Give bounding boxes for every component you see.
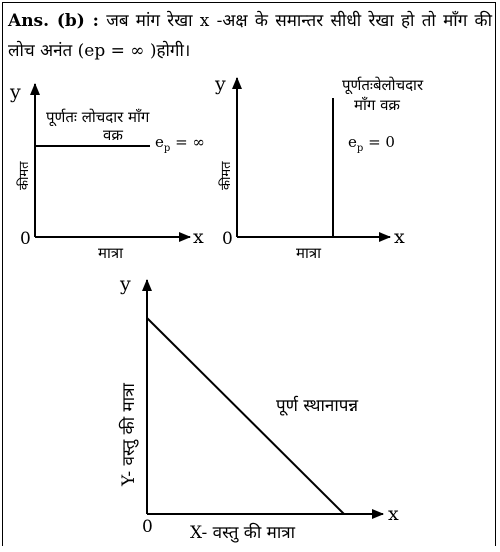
y-axis-title: Y- वस्तु की मात्रा: [119, 383, 139, 486]
y-axis-letter: y: [215, 73, 226, 95]
diagram-perfectly-inelastic: [214, 73, 424, 262]
curve-title-line2: वक्र: [103, 126, 123, 144]
answer-prefix: Ans. (b) :: [8, 11, 99, 31]
curve-title-line2: माँग वक्र: [354, 96, 400, 114]
diagram-perfect-substitutes: [118, 273, 399, 543]
x-axis-title: मात्रा: [98, 244, 124, 262]
x-axis-letter: x: [394, 226, 405, 248]
cropped-edge: [0, 546, 500, 552]
elasticity-label: $e_p$ = ∞: [155, 133, 205, 154]
y-axis-letter: y: [120, 273, 131, 295]
origin-label: 0: [20, 229, 31, 249]
x-axis-letter: x: [193, 226, 204, 248]
curve-title-line1: पूर्णतः लोचदार माँग: [46, 108, 150, 126]
x-axis-letter: x: [388, 503, 399, 525]
y-axis-title: कीमत: [219, 161, 234, 190]
curve-title-line1: पूर्णतःबेलोचदार: [342, 76, 424, 94]
y-axis-title: कीमत: [17, 161, 32, 190]
x-axis-title: मात्रा: [296, 244, 322, 262]
diagram-perfectly-elastic: [9, 81, 205, 262]
x-axis-title: X- वस्तु की मात्रा: [190, 523, 296, 543]
origin-label: 0: [222, 229, 233, 249]
origin-label: 0: [142, 517, 153, 537]
substitutes-line: [147, 318, 344, 514]
answer-text: जब मांग रेखा x -अक्ष के समान्तर सीधी रेखा हो तो माँग की लोच अनंत (ep = ∞ )होगी।: [8, 11, 493, 61]
y-axis-letter: y: [10, 81, 21, 103]
elasticity-label: $e_p = 0$: [348, 133, 395, 154]
substitutes-label: पूर्ण स्थानापन्न: [276, 396, 359, 416]
